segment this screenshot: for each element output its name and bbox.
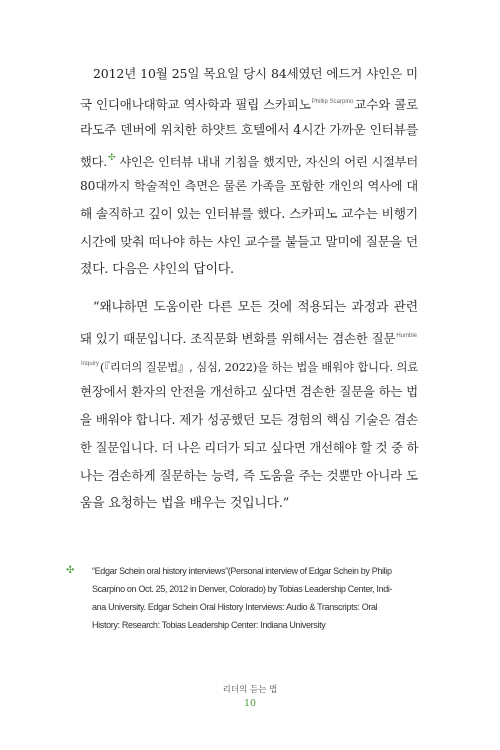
running-footer-title: 리더의 듣는 법 — [222, 685, 278, 695]
footnote-marker-icon[interactable]: ✣ — [107, 153, 116, 163]
text-line: 나는 겸손하게 질문하는 능력, 즉 도움을 주는 것뿐만 아니라 도 — [80, 468, 418, 483]
text-line: 을 배워야 합니다. 제가 성공했던 모든 경험의 핵심 기술은 겸손 — [80, 412, 418, 427]
text-line: 해 솔직하고 깊이 있는 인터뷰를 했다. 스카피노 교수는 비행기 — [80, 206, 418, 221]
text-line — [80, 88, 418, 116]
english-gloss: Inquiry — [81, 361, 100, 367]
text-line: “왜냐하면 도움이란 다른 모든 것에 적용되는 과정과 관련 — [93, 300, 418, 315]
text-line: 움을 요청하는 법을 배우는 것입니다.” — [80, 496, 290, 511]
english-gloss: Humble — [396, 333, 417, 339]
text-span: (『리더의 질문법』, 심심, 2022)을 하는 법을 배워야 합니다. 의료 — [100, 361, 418, 374]
text-span: 했다. — [80, 155, 107, 169]
footnote-line: ana University. Edgar Schein Oral History Interviews: Audio & Transcripts: Oral — [92, 602, 378, 612]
text-line: 졌다. 다음은 샤인의 답이다. — [80, 262, 234, 277]
paragraph-intro — [80, 60, 418, 284]
text-line: 2012년 10월 25일 목요일 당시 84세였던 에드거 샤인은 미 — [93, 66, 418, 81]
text-line — [80, 144, 418, 172]
text-line: 한 질문입니다. 더 나은 리더가 되고 싶다면 개선해야 할 것 중 하 — [80, 441, 419, 455]
footnote-line: Scarpino on Oct. 25, 2012 in Denver, Colorado) by Tobias Leadership Center, Indi- — [92, 584, 393, 594]
text-line: 현장에서 환자의 안전을 개선하고 싶다면 겸손한 질문을 하는 법 — [80, 384, 418, 399]
text-span: 샤인은 인터뷰 내내 기침을 했지만, 자신의 어린 시절부터 — [119, 155, 418, 169]
body-text — [80, 60, 418, 518]
text-line: 라도주 덴버에 위치한 하얏트 호텔에서 4시간 가까운 인터뷰를 — [80, 122, 418, 137]
footnote-line: “Edgar Schein oral history interviews”(Personal interview of Edgar Schein by Philip — [92, 566, 392, 576]
text-line — [80, 322, 418, 350]
text-span: 국 인디애나대학교 역사학과 필립 스카피노 — [80, 97, 311, 112]
text-line: 시간에 맞춰 떠나야 하는 샤인 교수를 붙들고 말미에 질문을 던 — [80, 234, 418, 249]
footnote-text — [92, 562, 438, 634]
text-line: 80대까지 학술적인 측면은 물론 가족을 포함한 개인의 역사에 대 — [80, 179, 418, 193]
text-span: 돼 있기 때문입니다. 조직문화 변화를 위해서는 겸손한 질문 — [80, 331, 396, 346]
english-gloss: Phillip Scarpino — [311, 99, 354, 105]
page-number: 10 — [243, 698, 257, 709]
text-line — [80, 350, 418, 378]
footnote-marker-icon: ✣ — [66, 565, 75, 576]
footnote-line: History: Research: Tobias Leadership Center: Indiana University — [92, 620, 326, 630]
paragraph-quote — [80, 294, 418, 518]
text-span: 교수와 콜로 — [354, 97, 418, 112]
